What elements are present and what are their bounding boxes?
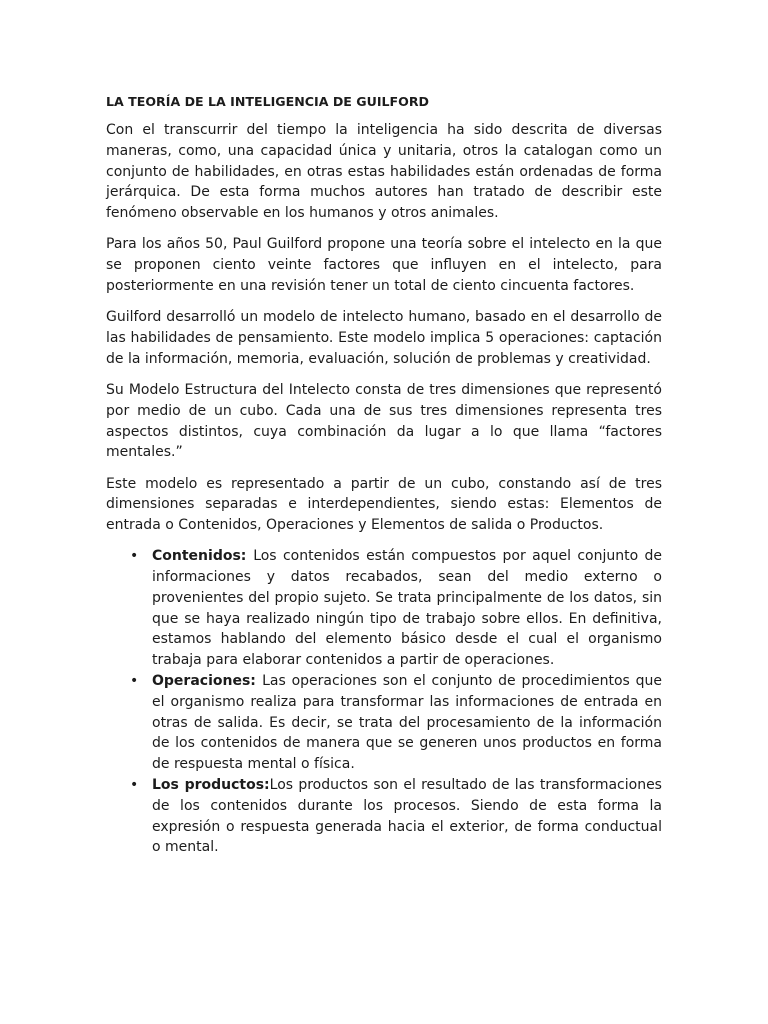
term-separator: : [264,777,270,794]
paragraph-guilford-50s: Para los años 50, Paul Guilford propone una teoría sobre el intelecto en la que se proponen ciento veinte factores que influyen en el intelecto, para posteriormente en una revisión tener un total de ciento cincuenta factores. [106,236,662,294]
paragraph-intro: Con el transcurrir del tiempo la inteligencia ha sido descrita de diversas maneras, como, una capacidad única y unitaria, otros la catalogan como un conjunto de habilidades, en otras estas habilidades están ordenadas de forma jerárquica. De esta forma muchos autores han tratado de describir este fenómeno observable en los humanos y otros animales. [106,122,662,222]
definition-operaciones: Las operaciones son el conjunto de procedimientos que el organismo realiza para transformar las informaciones de entrada en otras de salida. Es decir, se trata del procesamiento de la información de los contenidos de manera que se generen unos productos en forma de respuesta mental o física. [152,673,662,773]
paragraph-structure-intellect: Su Modelo Estructura del Intelecto consta de tres dimensiones que representó por medio de un cubo. Cada una de sus tres dimensiones representa tres aspectos distintos, cuya combinación da lugar a lo que llama “factores mentales.” [106,381,662,461]
dimensions-list [106,546,662,858]
document-body [106,92,662,858]
bullet-icon: • [130,673,139,690]
bullet-icon: • [130,548,139,565]
definition-contenidos: Los contenidos están compuestos por aquel conjunto de informaciones y datos recabados, sean del medio externo o provenientes del propio sujeto. Se trata principalmente de los datos, sin que se haya realizado ningún tipo de trabajo sobre ellos. En definitiva, estamos hablando del elemento básico desde el cual el organismo trabaja para elaborar contenidos a partir de operaciones. [152,548,662,669]
term-separator: : [250,673,263,690]
list-item-contenidos [106,546,662,671]
list-item-productos [106,775,662,858]
term-productos: Los productos [152,777,265,794]
term-operaciones: Operaciones [152,673,251,690]
paragraph-model-operations: Guilford desarrolló un modelo de intelecto humano, basado en el desarrollo de las habilidades de pensamiento. Este modelo implica 5 operaciones: captación de la información, memoria, evaluación, solución de problemas y creatividad. [106,309,662,367]
list-item-operaciones [106,671,662,775]
definition-productos: Los productos son el resultado de las transformaciones de los contenidos durante los procesos. Siendo de esta forma la expresión o respuesta generada hacia el exterior, de forma conductual o mental. [152,777,662,856]
paragraph-cube-dimensions: Este modelo es representado a partir de un cubo, constando así de tres dimensiones separadas e interdependientes, siendo estas: Elementos de entrada o Contenidos, Operaciones y Elementos de salida o Productos. [106,475,662,534]
bullet-icon: • [130,777,139,794]
term-separator: : [240,548,254,565]
document-title: LA TEORÍA DE LA INTELIGENCIA DE GUILFORD [106,94,430,109]
term-contenidos: Contenidos [152,548,241,565]
